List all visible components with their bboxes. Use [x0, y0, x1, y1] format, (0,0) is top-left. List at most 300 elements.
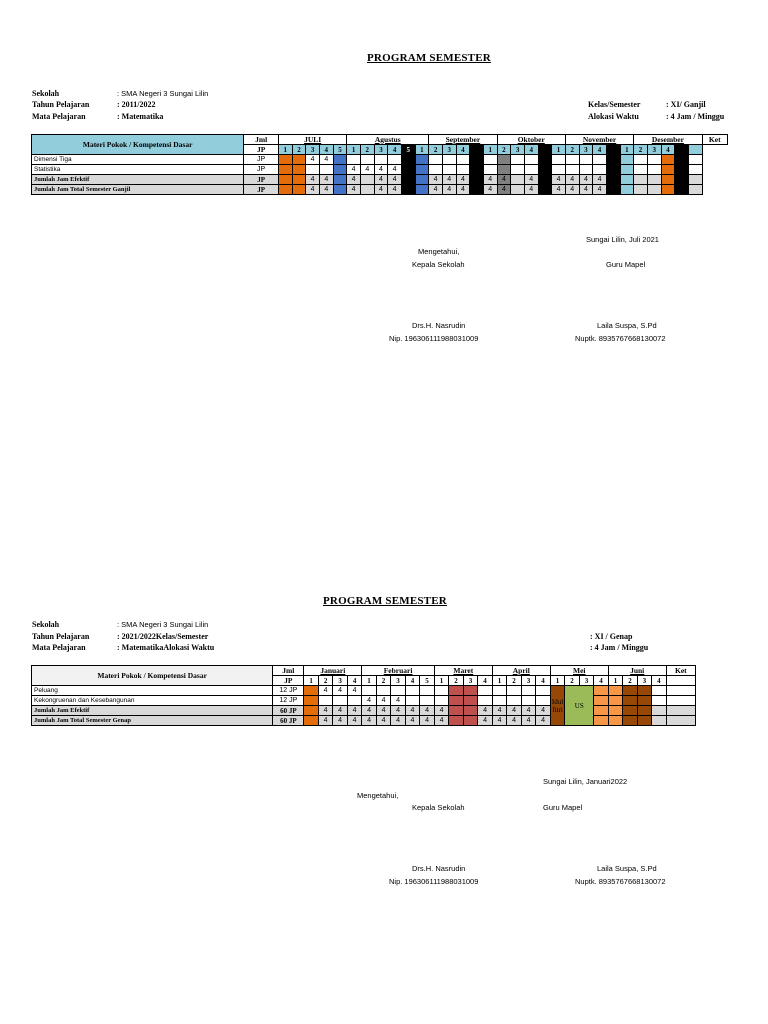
table-row — [32, 706, 696, 716]
value-cell: 4 — [524, 185, 538, 195]
separator-cell — [538, 165, 552, 175]
value-cell — [415, 155, 429, 165]
value-cell: 4 — [593, 185, 607, 195]
value-cell: 4 — [333, 716, 347, 726]
value-cell: 4 — [391, 716, 405, 726]
value-cell — [463, 706, 477, 716]
value-cell — [304, 696, 318, 706]
value-cell: 4 — [306, 185, 320, 195]
value-cell — [401, 185, 415, 195]
value-cell — [552, 155, 566, 165]
month-september: September — [429, 135, 497, 145]
week-cell: 4 — [319, 145, 333, 155]
value-cell: 4 — [492, 706, 506, 716]
label-sekolah: Sekolah — [32, 89, 60, 98]
value-cell — [420, 696, 435, 706]
month-mei: Mei — [550, 666, 608, 676]
value-cell — [278, 155, 292, 165]
value-cell: 4 — [405, 716, 419, 726]
month-februari: Februari — [362, 666, 435, 676]
value-cell — [593, 165, 607, 175]
value-cell — [318, 696, 332, 706]
month-juni: Juni — [608, 666, 666, 676]
value-cell — [278, 175, 292, 185]
value-cell: 4 — [347, 185, 361, 195]
value-cell: 4 — [318, 706, 332, 716]
value-cell: 4 — [306, 175, 320, 185]
value-cell: 4 — [405, 706, 419, 716]
value-cell — [333, 696, 347, 706]
value-cell: 4 — [456, 175, 470, 185]
value-cell: 4 — [429, 175, 443, 185]
table-row — [32, 185, 728, 195]
value-cell — [497, 155, 511, 165]
label-sekolah-2: Sekolah — [32, 620, 60, 629]
value-cell — [347, 696, 362, 706]
value-cell — [608, 686, 622, 696]
value-cell — [579, 165, 593, 175]
value-cell — [456, 165, 470, 175]
value-cell: 4 — [318, 716, 332, 726]
week-cell-blank — [470, 145, 484, 155]
ket-cell — [666, 706, 695, 716]
label-alokasi: Alokasi Waktu — [588, 112, 639, 121]
month-april: April — [492, 666, 550, 676]
materi-cell: Kekongruenan dan Kesebangunan — [32, 696, 273, 706]
materi-cell: Jumlah Jam Total Semester Genap — [32, 716, 273, 726]
value-cell: 4 — [521, 716, 535, 726]
value-cell — [623, 706, 637, 716]
value-cell — [292, 175, 306, 185]
value-cell — [304, 716, 318, 726]
value-cell — [401, 165, 415, 175]
separator-cell — [675, 175, 689, 185]
value-cell: 4 — [362, 706, 376, 716]
value-cell — [388, 155, 402, 165]
value-cell: 4 — [306, 155, 320, 165]
value-cell — [661, 175, 675, 185]
separator-cell — [675, 165, 689, 175]
value-cell — [594, 696, 608, 706]
ket-cell — [666, 696, 695, 706]
ket-cell — [688, 175, 702, 185]
value-cell — [661, 155, 675, 165]
week-cell: 3 — [442, 145, 456, 155]
week-cell: 3 — [579, 676, 593, 686]
value-cell — [405, 686, 419, 696]
value-cell: 4 — [552, 185, 566, 195]
table-row — [32, 716, 696, 726]
week-cell: 5 — [333, 145, 347, 155]
separator-cell — [606, 165, 620, 175]
value-cell — [292, 155, 306, 165]
week-cell-blank — [538, 145, 552, 155]
value-cell: 4 — [319, 185, 333, 195]
value-cell: 4 — [347, 706, 362, 716]
value-cell — [292, 185, 306, 195]
week-cell: 2 — [565, 676, 579, 686]
value-cell: 4 — [536, 706, 551, 716]
month-oktober: Oktober — [497, 135, 565, 145]
value-cell — [333, 185, 347, 195]
value-cell: 4 — [492, 716, 506, 726]
label-tahun-2: Tahun Pelajaran — [32, 632, 90, 641]
value-cell — [552, 165, 566, 175]
value-cell: 4 — [507, 706, 521, 716]
ket-cell — [688, 185, 702, 195]
value-cell: 4 — [319, 175, 333, 185]
value-cell — [442, 165, 456, 175]
value-cell: 4 — [374, 165, 388, 175]
value-cell: 4 — [360, 165, 374, 175]
value-cell — [449, 716, 463, 726]
value-cell: 4 — [374, 175, 388, 185]
materi-cell: Peluang — [32, 686, 273, 696]
value-cell: 4 — [521, 706, 535, 716]
week-cell: 1 — [415, 145, 429, 155]
value-cell — [608, 706, 622, 716]
value-cell: 4 — [319, 155, 333, 165]
value-cell — [374, 155, 388, 165]
week-cell: 1 — [304, 676, 318, 686]
value-cell — [620, 185, 634, 195]
week-cell: 3 — [521, 676, 535, 686]
value-cell — [304, 706, 318, 716]
value-cell — [594, 706, 608, 716]
value-alokasi: : 4 Jam / Minggu — [666, 112, 725, 121]
value-cell — [333, 175, 347, 185]
week-cell: 1 — [608, 676, 622, 686]
value-cell: 4 — [456, 185, 470, 195]
value-cell — [391, 686, 405, 696]
separator-cell — [470, 185, 484, 195]
value-cell — [415, 165, 429, 175]
value-cell: 4 — [362, 696, 376, 706]
value-cell — [579, 155, 593, 165]
week-cell: 1 — [552, 145, 566, 155]
week-cell: 1 — [492, 676, 506, 686]
value-cell — [536, 696, 551, 706]
ket-cell — [688, 145, 702, 155]
value-cell — [429, 155, 443, 165]
week-cell: 2 — [292, 145, 306, 155]
value-cell: 4 — [347, 716, 362, 726]
value-cell — [333, 155, 347, 165]
value-cell — [511, 165, 525, 175]
value-alokasi-2: : 4 Jam / Minggu — [590, 643, 649, 652]
value-cell: 4 — [388, 185, 402, 195]
table-row — [32, 686, 696, 696]
separator-cell — [606, 175, 620, 185]
week-cell: 3 — [374, 145, 388, 155]
value-cell — [449, 696, 463, 706]
value-cell: 4 — [347, 165, 361, 175]
materi-cell: Statistika — [32, 165, 244, 175]
label-mapel: Mata Pelajaran — [32, 112, 86, 121]
value-cell — [415, 185, 429, 195]
value-cell — [634, 175, 648, 185]
value-cell — [521, 686, 535, 696]
value-cell — [637, 696, 651, 706]
header-jml-2: Jml — [273, 666, 304, 676]
guru-nuptk-genap: Nuptk. 8935767668130072 — [575, 877, 666, 886]
kepsek-name-ganjil: Drs.H. Nasrudin — [412, 321, 466, 330]
week-cell: 4 — [524, 145, 538, 155]
guru-name-ganjil: Laila Suspa, S.Pd — [597, 321, 657, 330]
value-cell — [442, 155, 456, 165]
value-cell: 4 — [536, 716, 551, 726]
month-agustus: Agustus — [347, 135, 429, 145]
label-kelas: Kelas/Semester — [588, 100, 641, 109]
week-cell: 2 — [565, 145, 579, 155]
week-cell: 2 — [318, 676, 332, 686]
separator-cell — [538, 175, 552, 185]
value-cell: 4 — [333, 706, 347, 716]
value-cell — [507, 686, 521, 696]
week-cell: 2 — [429, 145, 443, 155]
ket-cell — [666, 716, 695, 726]
value-cell — [623, 716, 637, 726]
value-cell: 4 — [388, 165, 402, 175]
value-cell — [608, 716, 622, 726]
value-kelas: : XI/ Ganjil — [666, 100, 706, 109]
kepsek-label-ganjil: Kepala Sekolah — [412, 260, 465, 269]
value-cell: 4 — [565, 185, 579, 195]
month-maret: Maret — [434, 666, 492, 676]
value-cell — [565, 165, 579, 175]
week-cell: 1 — [362, 676, 376, 686]
month-november: November — [565, 135, 633, 145]
week-cell: 4 — [661, 145, 675, 155]
value-cell — [536, 686, 551, 696]
value-cell — [483, 165, 497, 175]
value-cell — [449, 706, 463, 716]
header-jml: Jml — [244, 135, 279, 145]
value-cell: 4 — [376, 716, 390, 726]
month-desember: Desember — [634, 135, 702, 145]
value-cell: 4 — [434, 716, 448, 726]
value-tahun-2: : 2021/2022Kelas/Semester — [117, 632, 209, 641]
value-cell — [478, 686, 493, 696]
week-cell: 2 — [634, 145, 648, 155]
value-cell: 4 — [483, 175, 497, 185]
value-cell — [360, 175, 374, 185]
week-cell: 4 — [536, 676, 551, 686]
value-cell — [634, 165, 648, 175]
week-cell-blank — [675, 145, 689, 155]
week-cell: 1 — [483, 145, 497, 155]
kepsek-name-genap: Drs.H. Nasrudin — [412, 864, 466, 873]
ket-cell — [666, 676, 695, 686]
value-cell — [634, 155, 648, 165]
week-cell: 4 — [594, 676, 608, 686]
guru-label-ganjil: Guru Mapel — [606, 260, 646, 269]
guru-name-genap: Laila Suspa, S.Pd — [597, 864, 657, 873]
value-cell — [594, 716, 608, 726]
value-cell: 4 — [497, 175, 511, 185]
value-cell — [347, 155, 361, 165]
value-cell: 4 — [579, 175, 593, 185]
week-cell: 4 — [388, 145, 402, 155]
separator-cell — [606, 155, 620, 165]
value-cell — [401, 175, 415, 185]
value-cell: 4 — [391, 706, 405, 716]
value-cell — [507, 696, 521, 706]
value-cell — [511, 185, 525, 195]
value-cell — [634, 185, 648, 195]
week-cell: 4 — [478, 676, 493, 686]
label-mapel-2: Mata Pelajaran — [32, 643, 86, 652]
separator-cell — [675, 155, 689, 165]
value-cell — [492, 696, 506, 706]
header-materi: Materi Pokok / Kompetensi Dasar — [32, 135, 244, 155]
week-cell: 2 — [360, 145, 374, 155]
week-cell: 1 — [620, 145, 634, 155]
week-cell: 3 — [511, 145, 525, 155]
week-cell: 5 — [420, 676, 435, 686]
jp-cell: JP — [244, 175, 279, 185]
week-cell: 3 — [579, 145, 593, 155]
value-cell: 4 — [565, 175, 579, 185]
table-row — [32, 175, 728, 185]
value-cell — [463, 716, 477, 726]
value-cell — [647, 185, 661, 195]
week-cell: 1 — [550, 676, 564, 686]
value-cell — [463, 686, 477, 696]
value-cell — [319, 165, 333, 175]
value-cell: 4 — [374, 185, 388, 195]
kepsek-label-genap: Kepala Sekolah — [412, 803, 465, 812]
value-cell: 4 — [347, 175, 361, 185]
ket-cell — [688, 165, 702, 175]
separator-cell — [675, 185, 689, 195]
value-cell — [608, 696, 622, 706]
jp-cell: JP — [244, 165, 279, 175]
kepsek-nip-genap: Nip. 196306111988031009 — [389, 877, 479, 886]
value-cell: 4 — [478, 706, 493, 716]
place-date-ganjil: Sungai Lilin, Juli 2021 — [586, 235, 659, 244]
week-cell: 3 — [306, 145, 320, 155]
materi-cell: Dimensi Tiga — [32, 155, 244, 165]
value-cell — [565, 155, 579, 165]
value-cell: 4 — [552, 175, 566, 185]
value-cell — [497, 165, 511, 175]
value-cell: 4 — [391, 696, 405, 706]
week-cell: 1 — [278, 145, 292, 155]
separator-cell — [538, 185, 552, 195]
us-cell: US — [565, 686, 594, 726]
guru-label-genap: Guru Mapel — [543, 803, 583, 812]
value-cell — [429, 165, 443, 175]
value-cell — [623, 696, 637, 706]
value-cell — [333, 165, 347, 175]
week-cell: 3 — [647, 145, 661, 155]
value-cell — [401, 155, 415, 165]
separator-cell — [538, 155, 552, 165]
week-cell: 4 — [347, 676, 362, 686]
week-cell: 3 — [463, 676, 477, 686]
value-cell: 4 — [478, 716, 493, 726]
value-cell — [521, 696, 535, 706]
value-cell: 4 — [524, 175, 538, 185]
week-cell-blank — [606, 145, 620, 155]
value-cell — [483, 155, 497, 165]
value-cell: 4 — [347, 686, 362, 696]
value-cell — [304, 686, 318, 696]
value-cell: 4 — [429, 185, 443, 195]
materi-cell: Jumlah Jam Efektif — [32, 175, 244, 185]
value-mapel: : Matematika — [117, 112, 164, 121]
header-ket: Ket — [702, 135, 727, 145]
value-cell — [362, 686, 376, 696]
value-cell: 4 — [333, 686, 347, 696]
mengetahui-genap: Mengetahui, — [357, 791, 399, 800]
value-cell: 4 — [442, 185, 456, 195]
idul-fitri-cell: Idul fitri — [550, 686, 564, 726]
value-cell — [637, 706, 651, 716]
value-cell — [652, 706, 666, 716]
value-cell — [360, 155, 374, 165]
kepsek-nip-ganjil: Nip. 196306111988031009 — [389, 334, 479, 343]
week-cell: 3 — [391, 676, 405, 686]
week-cell: 2 — [623, 676, 637, 686]
value-cell — [511, 155, 525, 165]
value-cell — [620, 175, 634, 185]
value-cell — [524, 165, 538, 175]
week-cell: 1 — [347, 145, 361, 155]
value-cell — [278, 165, 292, 175]
value-cell — [647, 175, 661, 185]
value-cell — [306, 165, 320, 175]
jp-cell: 12 JP — [273, 686, 304, 696]
jp-cell: 60 JP — [273, 716, 304, 726]
month-juli: JULI — [278, 135, 346, 145]
jp-cell: 12 JP — [273, 696, 304, 706]
value-cell — [652, 716, 666, 726]
table-row — [32, 155, 728, 165]
month-januari: Januari — [304, 666, 362, 676]
value-cell — [292, 165, 306, 175]
value-cell — [278, 185, 292, 195]
value-cell: 4 — [497, 185, 511, 195]
value-cell: 4 — [362, 716, 376, 726]
week-cell: 2 — [497, 145, 511, 155]
value-cell: 4 — [318, 686, 332, 696]
header-jp-2: JP — [273, 676, 304, 686]
week-cell: 4 — [405, 676, 419, 686]
header-jp: JP — [244, 145, 279, 155]
value-cell — [415, 175, 429, 185]
value-cell: 4 — [420, 716, 435, 726]
value-cell — [376, 686, 390, 696]
week-cell: 4 — [456, 145, 470, 155]
value-cell — [637, 716, 651, 726]
value-cell — [434, 686, 448, 696]
value-cell — [652, 696, 666, 706]
value-cell: 4 — [388, 175, 402, 185]
jp-cell: 60 JP — [273, 706, 304, 716]
value-cell — [661, 165, 675, 175]
value-sekolah-2: : SMA Negeri 3 Sungai Lilin — [117, 620, 209, 629]
week-cell: 2 — [449, 676, 463, 686]
jp-cell: JP — [244, 155, 279, 165]
value-cell: 4 — [442, 175, 456, 185]
separator-cell — [470, 155, 484, 165]
value-cell — [449, 686, 463, 696]
label-tahun: Tahun Pelajaran — [32, 100, 90, 109]
value-kelas-2: : XI / Genap — [590, 632, 633, 641]
value-cell — [360, 185, 374, 195]
